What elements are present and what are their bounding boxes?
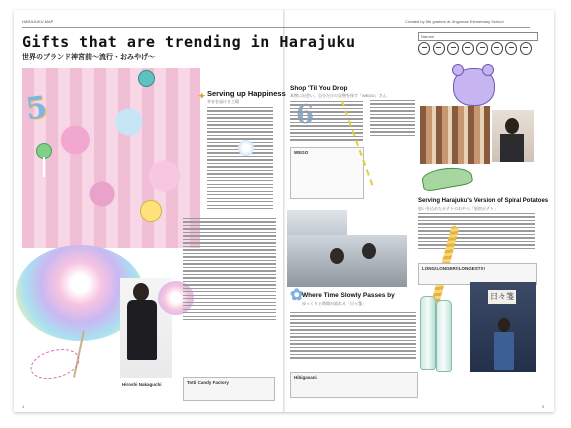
shopkeeper-clothes [494, 332, 514, 370]
body-text-jp [183, 218, 276, 323]
subheading-shop-til-you-drop: 本物に出会い、自分だけの宝物を探す「WEGO」さん [290, 93, 387, 98]
subheading-spiral-potatoes: 思いを込めたポテトのおやつ「原宿ポテト」 [418, 206, 498, 211]
shop-body-text-2 [370, 100, 415, 138]
heading-shop-til-you-drop: Shop 'Til You Drop [290, 85, 348, 92]
top-name-box [418, 32, 538, 41]
page-subtitle: 世界のブランド神宮前〜流行・おみやげ〜 [22, 54, 155, 61]
face-icon [433, 42, 445, 55]
shop-info-card [183, 377, 275, 401]
face-icon [520, 42, 532, 55]
lollipop-stick [43, 157, 45, 177]
section-swirl-icon: ✿ [290, 285, 304, 304]
subheading-serving-up-happiness: 幸せを届ける工場 [207, 99, 239, 104]
heading-time-slowly-passes: Where Time Slowly Passes by [302, 292, 395, 299]
page-gutter [283, 10, 285, 412]
face-icon [462, 42, 474, 55]
wego-tag: WEGO [294, 150, 309, 155]
bear-ear [482, 64, 494, 76]
page-number-left: 4 [22, 404, 25, 409]
heading-serving-up-happiness: Serving up Happiness [207, 89, 286, 98]
shopkeeper-head [498, 318, 510, 332]
store-sign: 日々箋 [488, 290, 516, 304]
person-coat [127, 300, 157, 360]
time-body-text [290, 312, 416, 361]
student-head [362, 243, 376, 259]
lollipop-icon [138, 70, 155, 87]
person-name-caption: Hiroshi Nakaguchi [122, 382, 162, 387]
time-info-card [290, 372, 418, 398]
body-text-column [207, 107, 273, 212]
heading-spiral-potatoes: Serving Harajuku's Version of Spiral Potatoes [418, 198, 549, 204]
shop-info-name: Totti Candy Factory [187, 380, 229, 385]
person-head [133, 283, 149, 301]
subheading-time-slowly-passes: ゆっくりと時間が流れる「日々箋」 [302, 301, 366, 306]
header-credit: Created by 5th graders at Jingumae Elementary School [405, 19, 504, 24]
face-icon [418, 42, 430, 55]
header-rule [22, 27, 530, 28]
student-faces [418, 42, 538, 60]
header-left-tag: HARAJUKU MAP [22, 19, 54, 24]
section-number-5: 5 [23, 89, 50, 128]
candy-shelves-photo [22, 68, 200, 248]
student-head [330, 248, 344, 264]
wego-info-card [290, 147, 364, 199]
small-candy-photo [238, 140, 254, 156]
bottle-icon [420, 296, 436, 370]
time-shop-name: Hibigasani [294, 375, 317, 380]
top-box-label: Narumi [421, 34, 434, 39]
page-title: Gifts that are trending in Harajuku [22, 33, 356, 51]
face-icon [505, 42, 517, 55]
face-icon [476, 42, 488, 55]
staff-head [505, 118, 519, 134]
bear-candy-icon [140, 200, 162, 222]
page-number-right: 5 [542, 404, 545, 409]
face-icon [491, 42, 503, 55]
section-icon: ✦ [198, 92, 206, 102]
shop-interior-photo [420, 106, 490, 164]
interview-photo-2 [287, 235, 407, 287]
staff-clothes [500, 134, 524, 162]
bottle-icon [436, 300, 452, 372]
potato-shop-name: LONG!LONGER!!LONGEST!!! [422, 266, 485, 271]
potato-body-text [418, 213, 535, 251]
face-icon [447, 42, 459, 55]
bear-ear [452, 64, 464, 76]
